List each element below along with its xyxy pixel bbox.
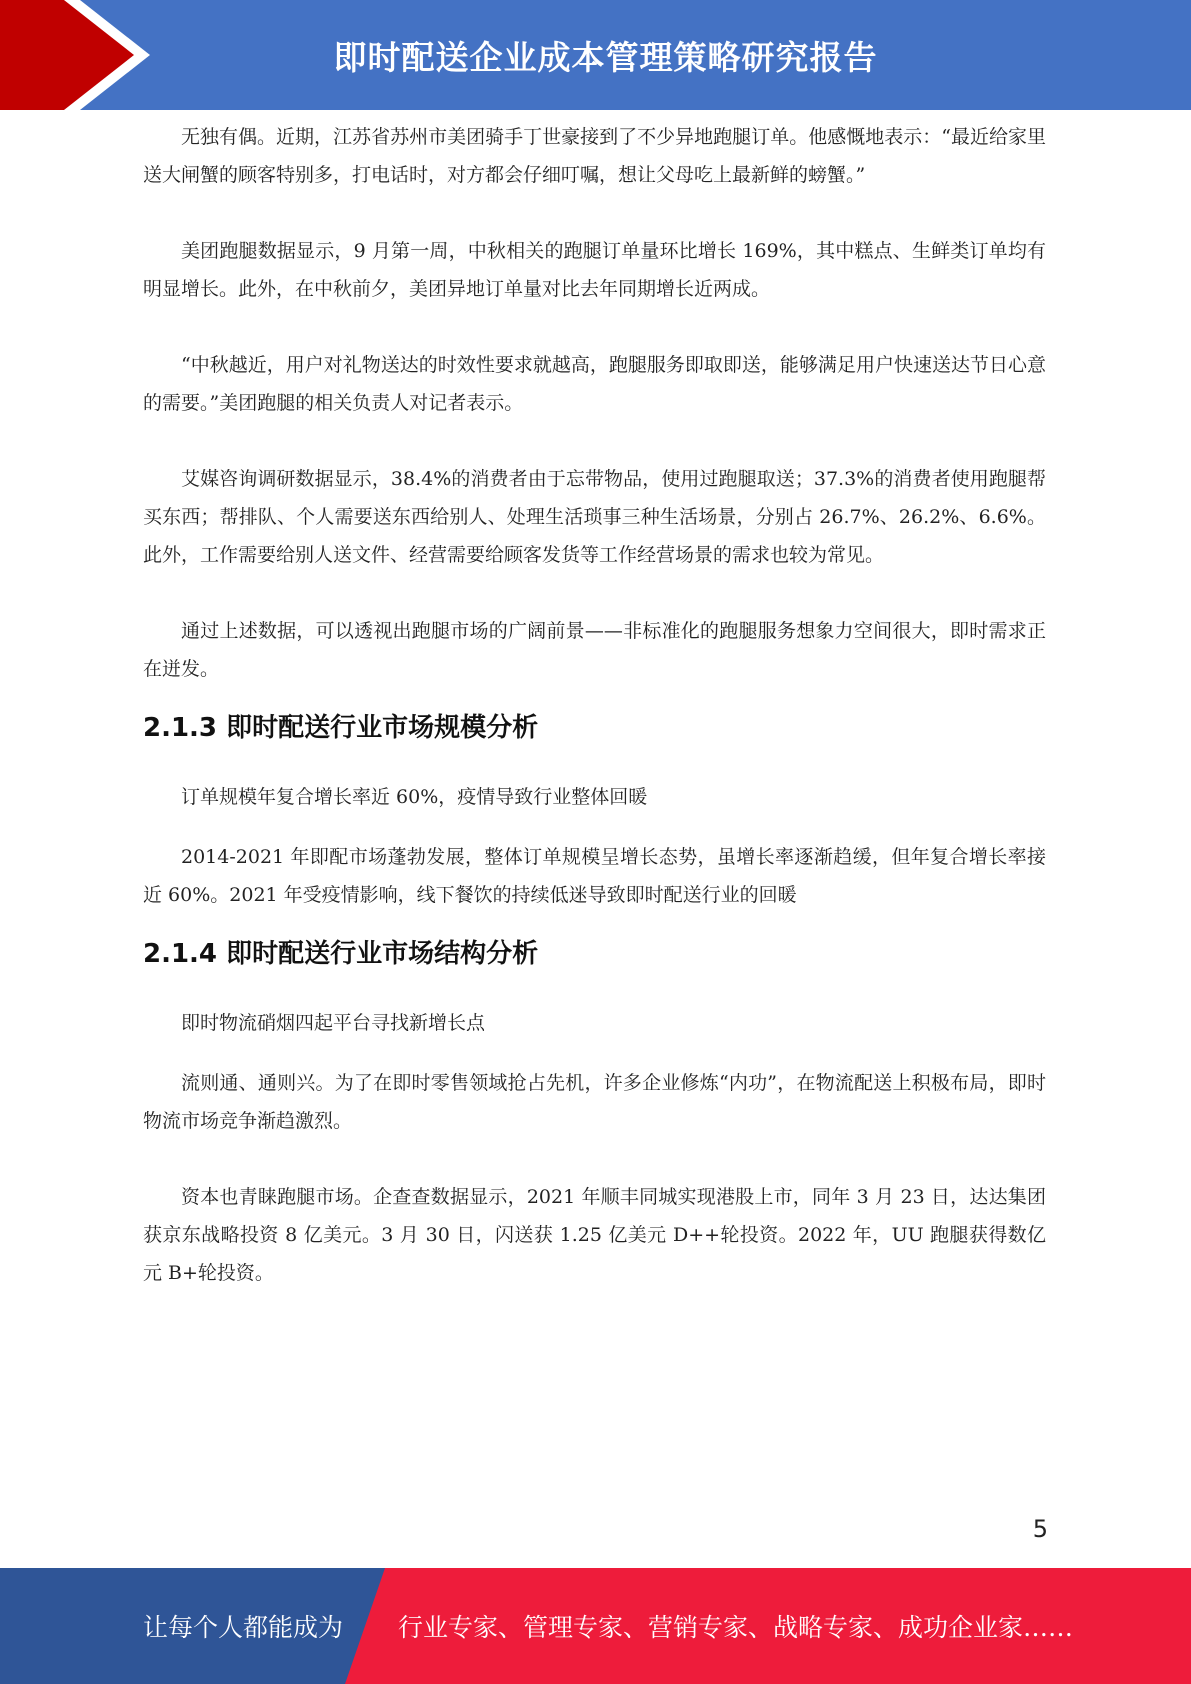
page-header [0,0,1191,110]
paragraph: 2014-2021 年即配市场蓬勃发展，整体订单规模呈增长态势，虽增长率逐渐趋缓，但年复合增长率接近 60%。2021 年受疫情影响，线下餐饮的持续低迷导致即时配送行业的回暖 [143,846,1046,906]
section-heading-2-1-4: 2.1.4 即时配送行业市场结构分析 [143,939,539,969]
paragraph: 资本也青睐跑腿市场。企查查数据显示，2021 年顺丰同城实现港股上市，同年 3 月 23 日，达达集团获京东战略投资 8 亿美元。3 月 30 日，闪送获 1.25 亿美元 D++轮投资。2022 年，UU 跑腿获得数亿元 B+轮投资。 [143,1186,1046,1284]
paragraph: 流则通、通则兴。为了在即时零售领域抢占先机，许多企业修炼“内功”，在物流配送上积极布局，即时物流市场竞争渐趋激烈。 [143,1072,1046,1132]
page-footer [0,1568,1191,1684]
paragraph: “中秋越近，用户对礼物送达的时效性要求就越高，跑腿服务即取即送，能够满足用户快速送达节日心意的需要。”美团跑腿的相关负责人对记者表示。 [143,354,1046,414]
paragraph: 艾媒咨询调研数据显示，38.4%的消费者由于忘带物品，使用过跑腿取送；37.3%的消费者使用跑腿帮买东西；帮排队、个人需要送东西给别人、处理生活琐事三种生活场景，分别占 26.7%、26.2%、6.6%。此外，工作需要给别人送文件、经营需要给顾客发货等工作经营场景的需求也较为常见。 [143,468,1046,566]
section-heading-2-1-3: 2.1.3 即时配送行业市场规模分析 [143,713,539,743]
paragraph: 无独有偶。近期，江苏省苏州市美团骑手丁世豪接到了不少异地跑腿订单。他感慨地表示：“最近给家里送大闸蟹的顾客特别多，打电话时，对方都会仔细叮嘱，想让父母吃上最新鲜的螃蟹。” [143,126,1046,186]
footer-slogan-right: 行业专家、管理专家、营销专家、战略专家、成功企业家…… [398,1613,1074,1642]
page-number: 5 [1032,1515,1048,1543]
paragraph: 即时物流硝烟四起平台寻找新增长点 [181,1012,486,1034]
main-content [143,118,1046,1330]
paragraph: 通过上述数据，可以透视出跑腿市场的广阔前景——非标准化的跑腿服务想象力空间很大，即时需求正在迸发。 [143,620,1046,680]
paragraph: 订单规模年复合增长率近 60%，疫情导致行业整体回暖 [181,786,648,808]
header-title: 即时配送企业成本管理策略研究报告 [333,37,878,77]
paragraph: 美团跑腿数据显示，9 月第一周，中秋相关的跑腿订单量环比增长 169%，其中糕点、生鲜类订单均有明显增长。此外，在中秋前夕，美团异地订单量对比去年同期增长近两成。 [143,240,1046,300]
footer-slogan-left: 让每个人都能成为 [143,1613,344,1642]
